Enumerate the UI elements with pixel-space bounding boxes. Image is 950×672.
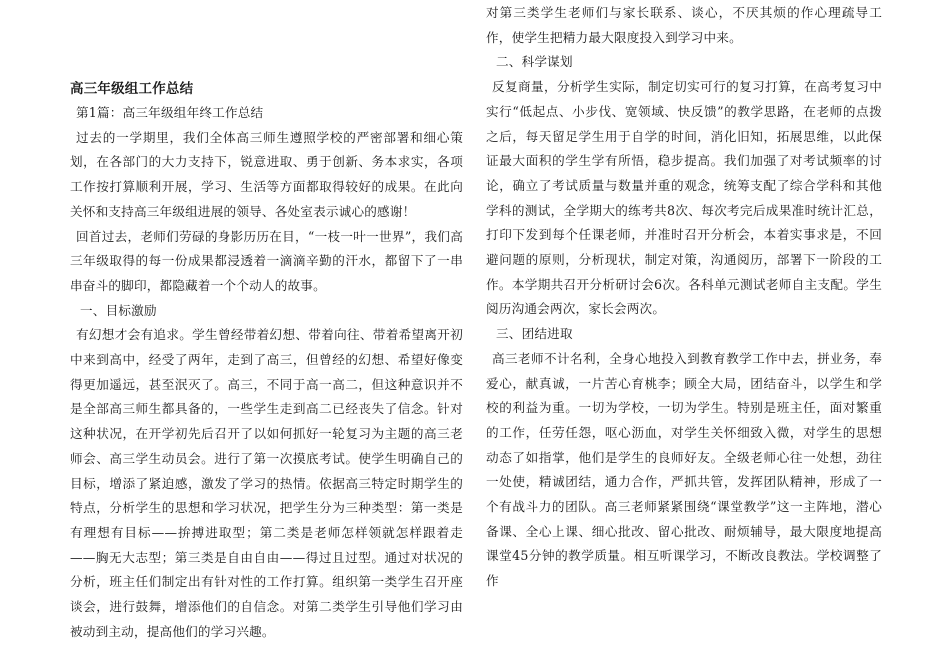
right-column [486, 5, 882, 594]
paragraph-review: 回首过去，老师们劳碌的身影历历在目，“一枝一叶一世界”，我们高三年级取得的每一份成果都浸透着一滴滴辛勤的汗水，都留下了一串串奋斗的脚印，都隐藏着一个个动人的故事。 [70, 228, 463, 293]
left-column [70, 77, 463, 644]
paragraph-unity: 高三老师不计名利，全身心地投入到教育教学工作中去，拼业务，奉爱心，献真诚，一片苦心育桃李；顾全大局，团结奋斗，以学生和学校的利益为重。一切为学校，一切为学生。特别是班主任，面对繁重的工作，任劳任怨，呕心沥血，对学生关怀细致入微，对学生的思想动态了如指掌，他们是学生的良师好友。全级老师心往一处想，劲往一处使，精诚团结，通力合作，严抓共管，发挥团队精神，形成了一个有战斗力的团队。高三老师紧紧围绕“课堂教学”这一主阵地，潜心备课、全心上课、细心批改、留心批改、耐烦辅导，最大限度地提高课堂45分钟的教学质量。相互听课学习，不断改良教法。学校调整了作 [486, 350, 882, 589]
document-title: 高三年级组工作总结 [70, 81, 194, 97]
paragraph-goals: 有幻想才会有追求。学生曾经带着幻想、带着向往、带着希望离开初中来到高中，经受了两年，走到了高三，但曾经的幻想、希望好像变得更加遥远，甚至泯灭了。高三，不同于高一高二，但这种意识并不是全部高三师生都具备的，一些学生走到高二已经丧失了信念。针对这种状况，在开学初先后召开了以如何抓好一轮复习为主题的高三老师会、高三学生动员会。进行了第一次摸底考试。使学生明确自己的目标，增添了紧迫感，激发了学习的热情。依据高三特定时期学生的特点，分析学生的思想和学习状况，把学生分为三种类型：第一类是有理想有目标——拚搏进取型；第二类是老师怎样领就怎样跟着走——胸无大志型；第三类是自由自由——得过且过型。通过对状况的分析，班主任们制定出有针对性的工作打算。组织第一类学生召开座谈会，进行鼓舞，增添他们的自信念。对第二类学生引导他们学习由被动到主动，提高他们的学习兴趣。 [70, 327, 463, 639]
paragraph-intro: 过去的一学期里，我们全体高三师生遵照学校的严密部署和细心策划，在各部门的大力支持下，锐意进取、勇于创新、务本求实，各项工作按打算顺利开展，学习、生活等方面都取得较好的成果。在此向关怀和支持高三年级组进展的领导、各处室表示诚心的感谢！ [70, 129, 463, 219]
document-subtitle: 第1篇：高三年级组年终工作总结 [76, 105, 264, 120]
section-heading-goals: 一、目标激励 [80, 302, 157, 318]
paragraph-goals-continued: 对第三类学生老师们与家长联系、谈心，不厌其烦的作心理疏导工作，使学生把精力最大限度投入到学习中来。 [486, 5, 882, 45]
paragraph-planning: 反复商量，分析学生实际，制定切实可行的复习打算，在高考复习中实行“低起点、小步伐、宽领域、快反馈”的教学思路，在老师的点拨之后，每天留足学生用于自学的时间，消化旧知，拓展思维，以此保证最大面积的学生学有所悟，稳步提高。我们加强了对考试频率的讨论，确立了考试质量与数量并重的观念，统筹支配了综合学科和其他学科的测试，全学期大的练考共8次、每次考完后成果准时统计汇总，打印下发到每个任课老师，并准时召开分析会，本着实事求是，不回避问题的原则，分析现状，制定对策，沟通阅历，部署下一阶段的工作。本学期共召开分析研讨会6次。各科单元测试老师自主支配。学生阅历沟通会两次，家长会两次。 [486, 79, 882, 317]
section-heading-unity: 三、团结进取 [496, 326, 573, 342]
section-heading-planning: 二、科学谋划 [496, 54, 573, 70]
